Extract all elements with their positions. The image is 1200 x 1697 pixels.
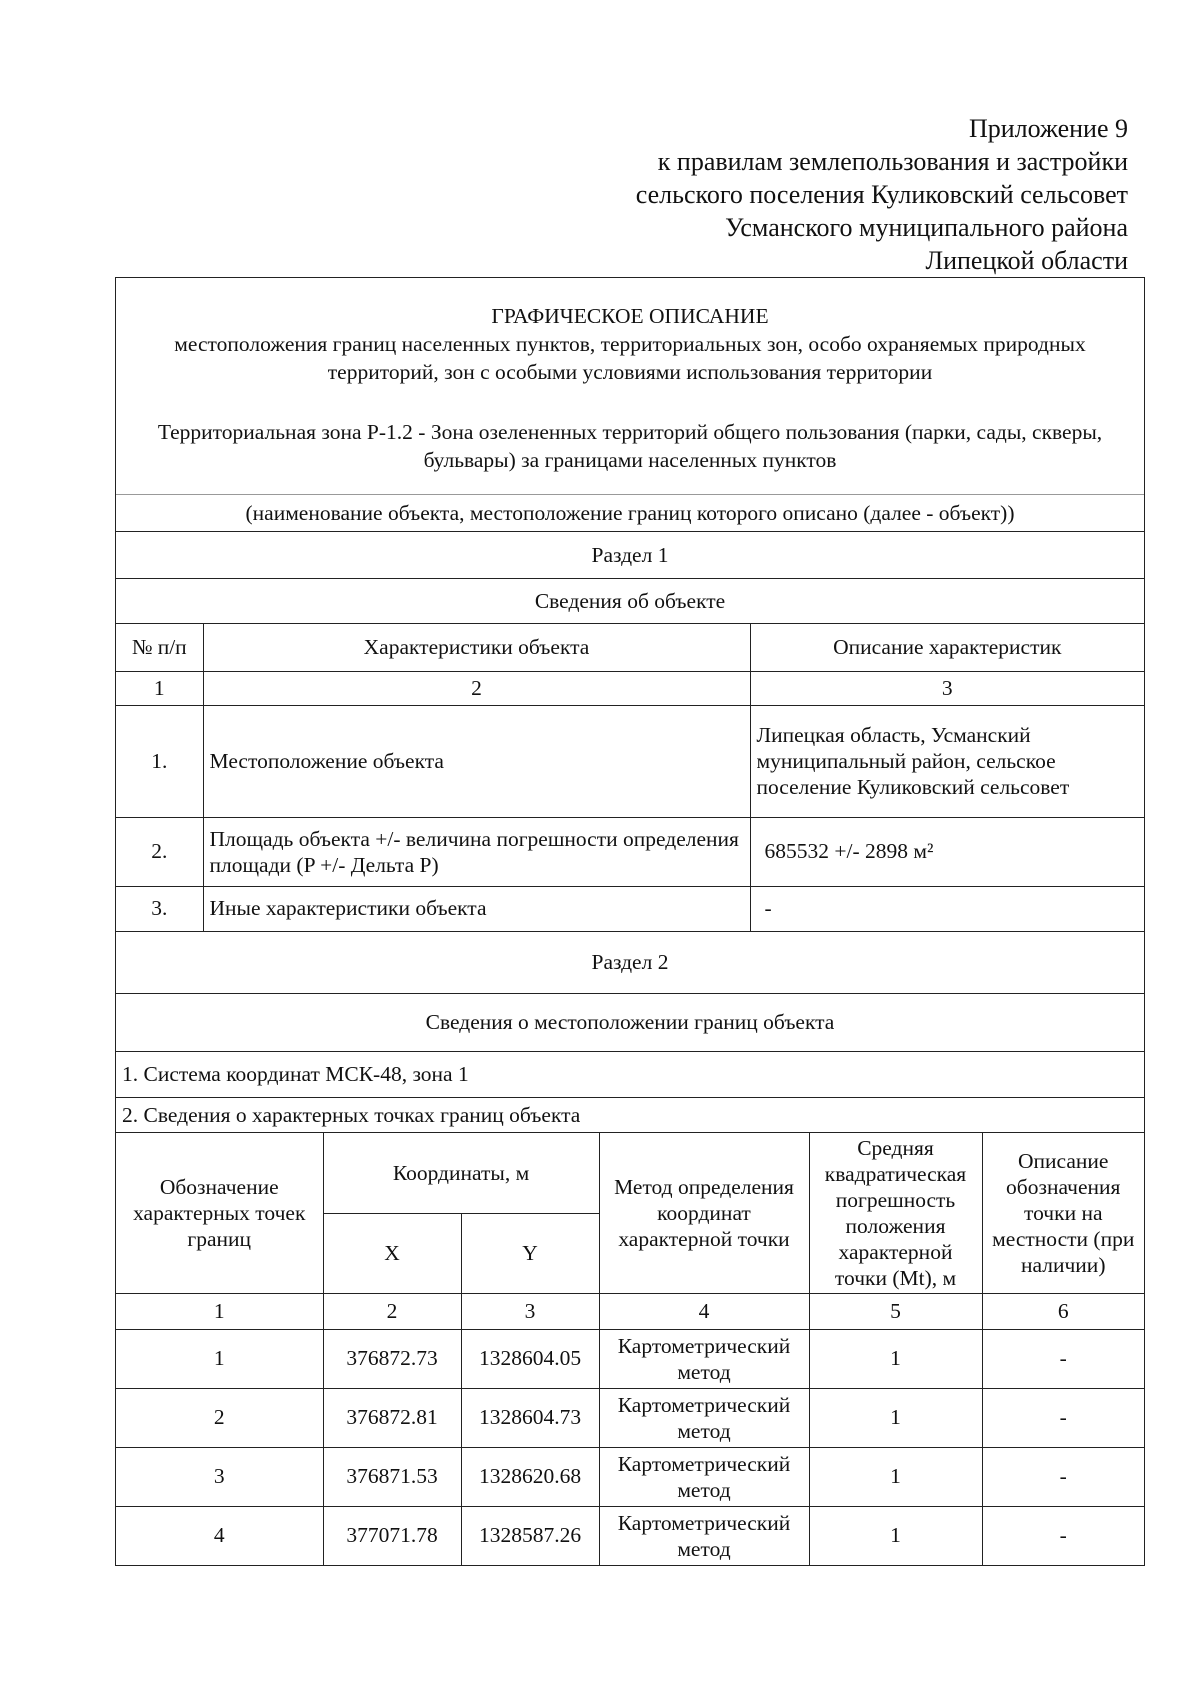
col-header-y: Y bbox=[461, 1213, 599, 1293]
characteristic-name: Площадь объекта +/- величина погрешности определения площади (P +/- Дельта P) bbox=[203, 817, 750, 886]
section2-subtitle: Сведения о местоположении границ объекта bbox=[116, 994, 1144, 1052]
graphic-description-document bbox=[115, 277, 1145, 1566]
point-y: 1328604.05 bbox=[461, 1329, 599, 1388]
table-row bbox=[116, 817, 1144, 886]
column-number: 1 bbox=[116, 671, 203, 705]
col-header-description: Описание характеристик bbox=[750, 624, 1144, 671]
point-method: Картометрический метод bbox=[599, 1447, 809, 1506]
document-subtitle: местоположения границ населенных пунктов, территориальных зон, особо охраняемых природных территорий, зон с особыми условиями использования территории bbox=[174, 332, 1086, 384]
column-number: 3 bbox=[750, 671, 1144, 705]
point-x: 376872.81 bbox=[323, 1388, 461, 1447]
point-method: Картометрический метод bbox=[599, 1388, 809, 1447]
column-number-row bbox=[116, 1293, 1144, 1329]
point-method: Картометрический метод bbox=[599, 1506, 809, 1565]
object-name: Территориальная зона Р-1.2 - Зона озелененных территорий общего пользования (парки, сады, скверы, бульвары) за границами населенных пунктов bbox=[157, 420, 1103, 472]
section2-title: Раздел 2 bbox=[116, 932, 1144, 994]
point-x: 377071.78 bbox=[323, 1506, 461, 1565]
row-number: 1. bbox=[116, 705, 203, 817]
col-header-method: Метод определения координат характерной точки bbox=[599, 1133, 809, 1293]
point-description: - bbox=[982, 1447, 1144, 1506]
appendix-header bbox=[636, 112, 1128, 277]
object-name-caption: (наименование объекта, местоположение границ которого описано (далее - объект)) bbox=[116, 494, 1144, 531]
table-row bbox=[116, 1388, 1144, 1447]
point-id: 4 bbox=[116, 1506, 323, 1565]
column-number: 1 bbox=[116, 1293, 323, 1329]
boundary-points-table bbox=[116, 1133, 1144, 1565]
points-header-row bbox=[116, 1133, 1144, 1213]
characteristic-name: Иные характеристики объекта bbox=[203, 886, 750, 931]
appendix-line: Приложение 9 bbox=[968, 114, 1128, 143]
col-header-coordinates: Координаты, м bbox=[323, 1133, 599, 1213]
point-x: 376871.53 bbox=[323, 1447, 461, 1506]
point-method: Картометрический метод bbox=[599, 1329, 809, 1388]
characteristic-name: Местоположение объекта bbox=[203, 705, 750, 817]
row-number: 2. bbox=[116, 817, 203, 886]
column-number: 3 bbox=[461, 1293, 599, 1329]
table-row bbox=[116, 705, 1144, 817]
point-error: 1 bbox=[809, 1329, 982, 1388]
point-y: 1328604.73 bbox=[461, 1388, 599, 1447]
table-row bbox=[116, 1329, 1144, 1388]
characteristic-value: - bbox=[750, 886, 1144, 931]
point-description: - bbox=[982, 1506, 1144, 1565]
column-number: 6 bbox=[982, 1293, 1144, 1329]
characteristic-value: 685532 +/- 2898 м² bbox=[750, 817, 1144, 886]
col-header-designation: Обозначение характерных точек границ bbox=[116, 1133, 323, 1293]
characteristic-value: Липецкая область, Усманский муниципальный район, сельское поселение Куликовский сельсовет bbox=[750, 705, 1144, 817]
table-row bbox=[116, 886, 1144, 931]
document-title: ГРАФИЧЕСКОЕ ОПИСАНИЕ bbox=[491, 304, 769, 328]
column-number: 5 bbox=[809, 1293, 982, 1329]
column-number: 2 bbox=[323, 1293, 461, 1329]
point-id: 1 bbox=[116, 1329, 323, 1388]
col-header-num: № п/п bbox=[116, 624, 203, 671]
column-number-row bbox=[116, 671, 1144, 705]
column-number: 4 bbox=[599, 1293, 809, 1329]
appendix-line: Усманского муниципального района bbox=[725, 213, 1128, 242]
row-number: 3. bbox=[116, 886, 203, 931]
col-header-characteristic: Характеристики объекта bbox=[203, 624, 750, 671]
point-description: - bbox=[982, 1329, 1144, 1388]
point-x: 376872.73 bbox=[323, 1329, 461, 1388]
point-id: 2 bbox=[116, 1388, 323, 1447]
col-header-point-description: Описание обозначения точки на местности (при наличии) bbox=[982, 1133, 1144, 1293]
col-header-x: X bbox=[323, 1213, 461, 1293]
point-y: 1328620.68 bbox=[461, 1447, 599, 1506]
points-title: 2. Сведения о характерных точках границ объекта bbox=[116, 1098, 1144, 1133]
appendix-line: к правилам землепользования и застройки bbox=[657, 147, 1128, 176]
appendix-line: Липецкой области bbox=[925, 246, 1128, 275]
section1-title: Раздел 1 bbox=[116, 532, 1144, 579]
table-row bbox=[116, 1447, 1144, 1506]
point-error: 1 bbox=[809, 1388, 982, 1447]
col-header-error: Средняя квадратическая погрешность положения характерной точки (Mt), м bbox=[809, 1133, 982, 1293]
column-number: 2 bbox=[203, 671, 750, 705]
document-header bbox=[116, 278, 1144, 532]
appendix-line: сельского поселения Куликовский сельсовет bbox=[635, 180, 1128, 209]
coordinate-system: 1. Система координат МСК-48, зона 1 bbox=[116, 1052, 1144, 1098]
table-header-row bbox=[116, 624, 1144, 671]
table-row bbox=[116, 1506, 1144, 1565]
point-error: 1 bbox=[809, 1506, 982, 1565]
point-error: 1 bbox=[809, 1447, 982, 1506]
section1-subtitle: Сведения об объекте bbox=[116, 579, 1144, 624]
point-id: 3 bbox=[116, 1447, 323, 1506]
point-description: - bbox=[982, 1388, 1144, 1447]
object-info-table bbox=[116, 624, 1144, 932]
point-y: 1328587.26 bbox=[461, 1506, 599, 1565]
